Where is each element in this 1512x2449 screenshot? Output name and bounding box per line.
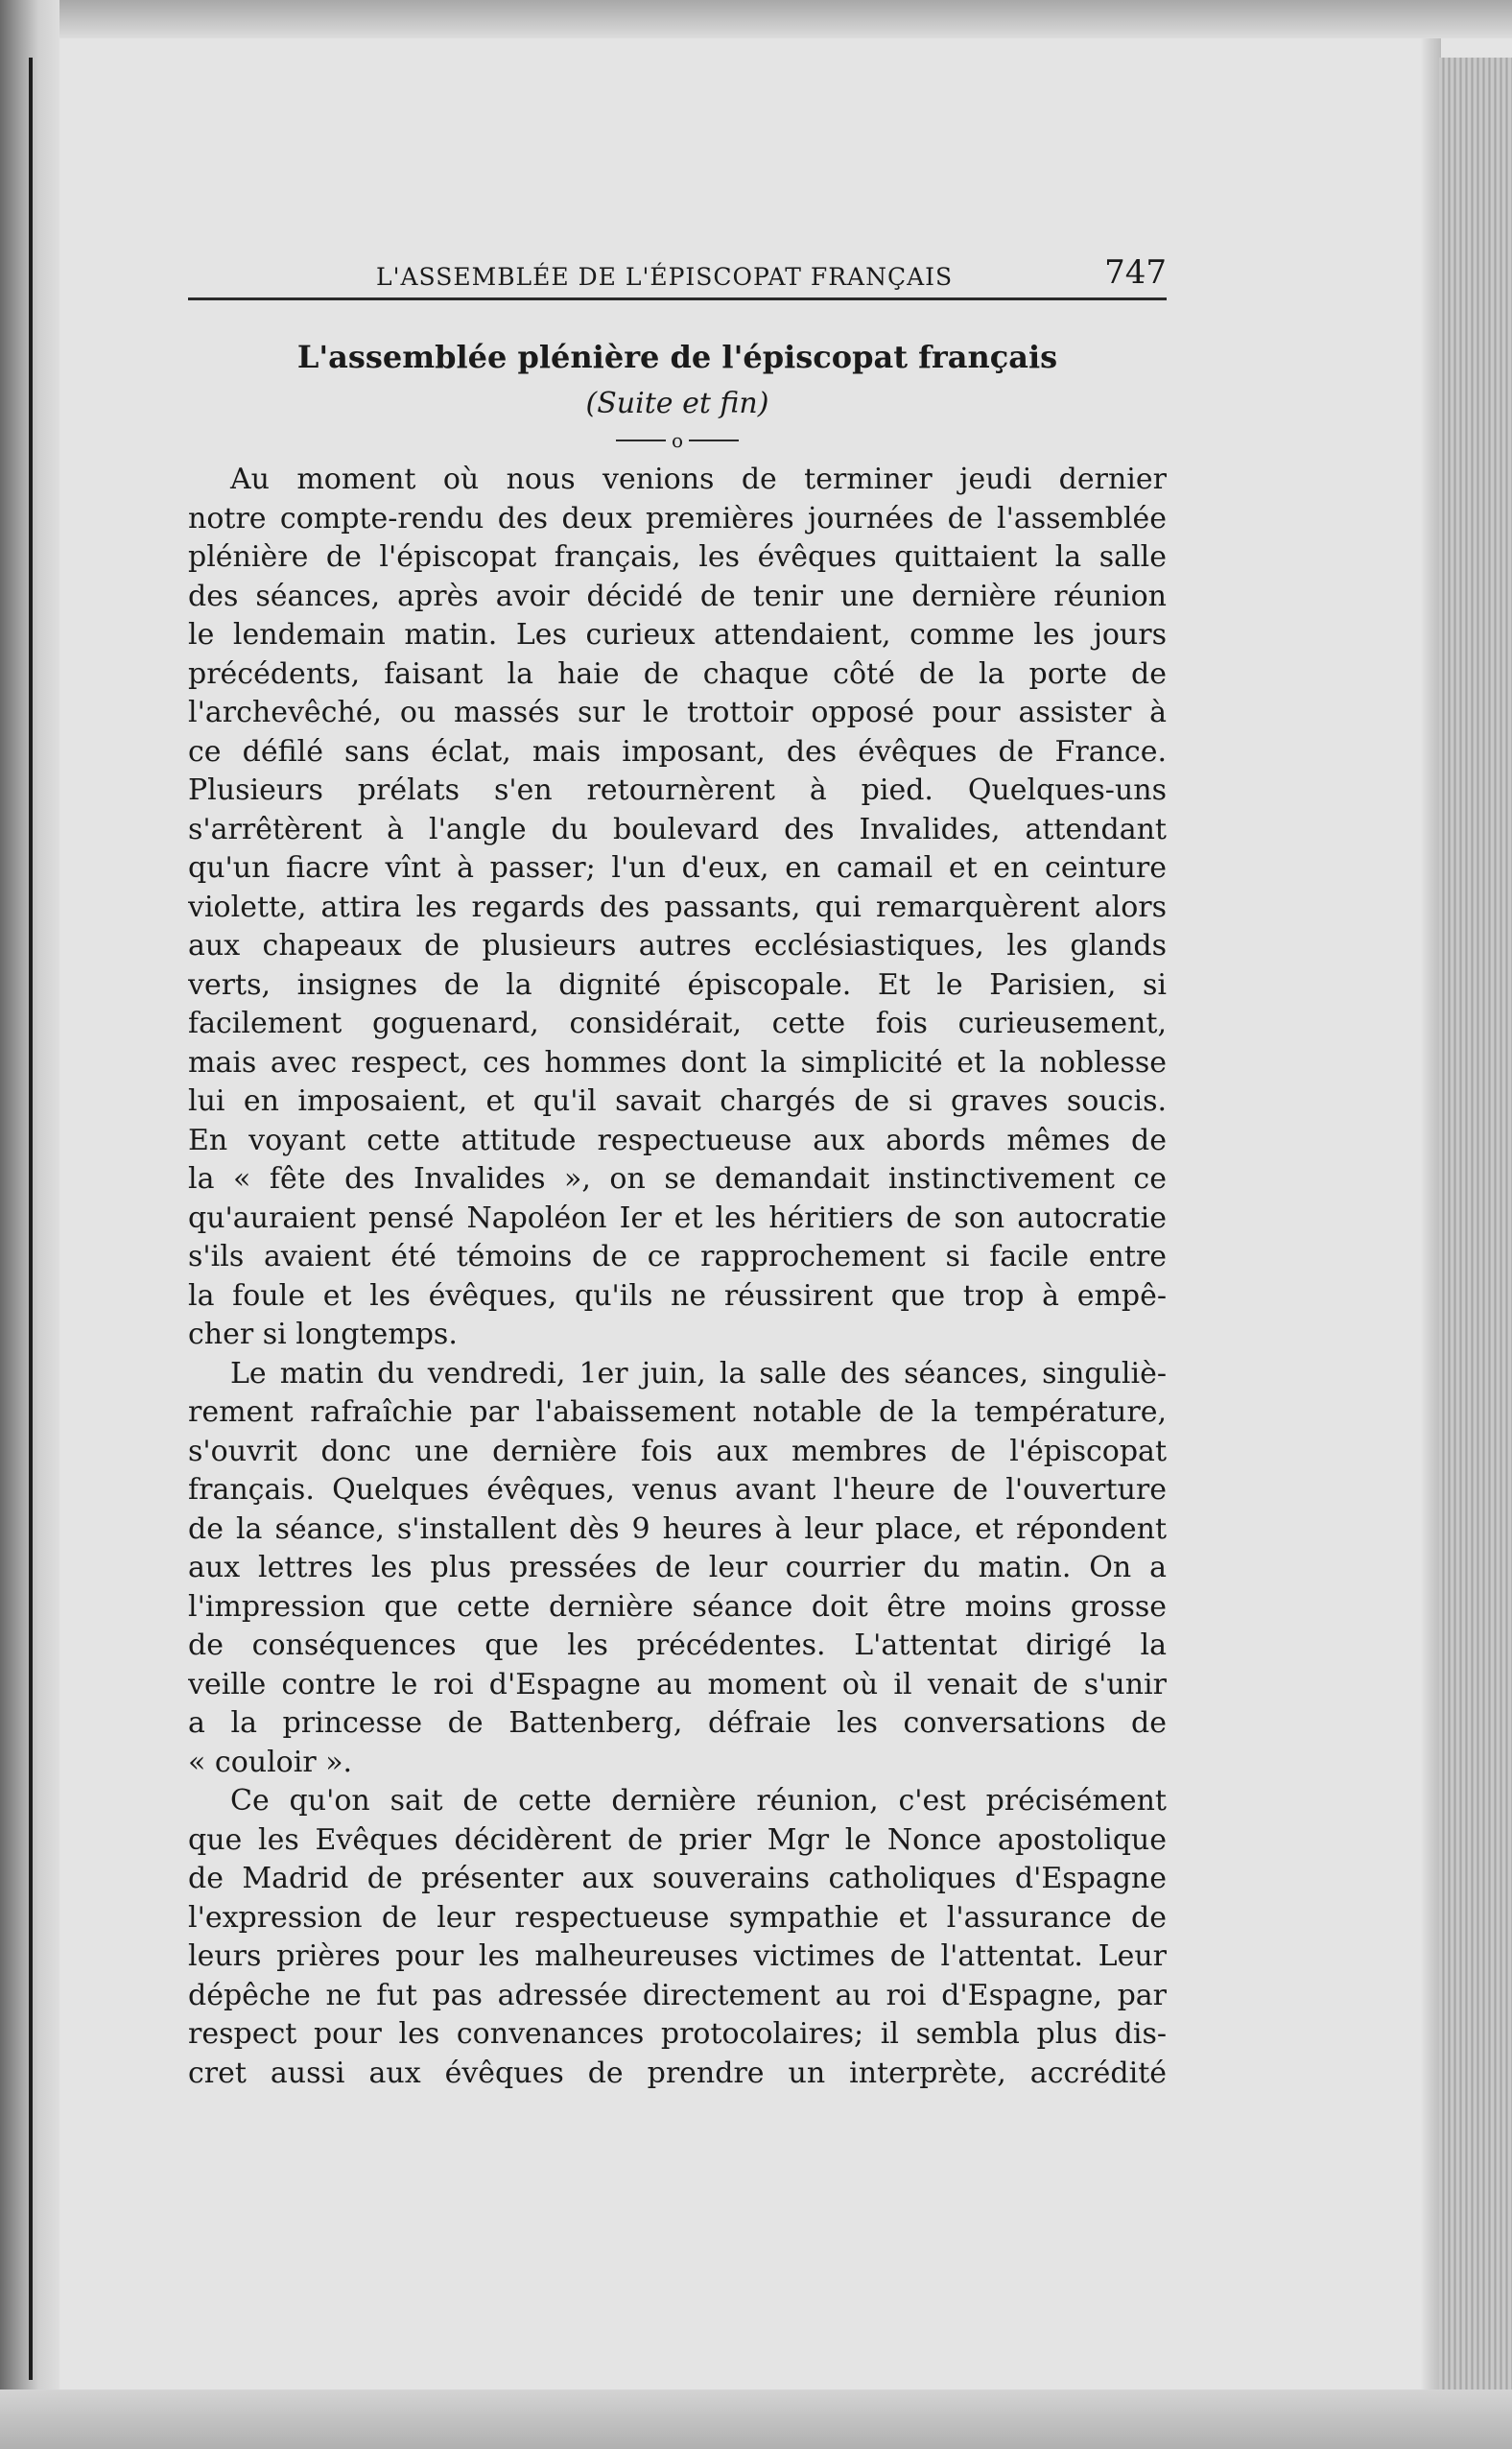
- text-line: des séances, après avoir décidé de tenir une dernière réunion: [188, 579, 1167, 613]
- text-line: rement rafraîchie par l'abaissement notable de la température,: [188, 1395, 1167, 1429]
- text-line: cher si longtemps.: [188, 1318, 458, 1351]
- page-stack-edge: [1439, 58, 1512, 2390]
- separator-mark: o: [671, 428, 684, 452]
- text-line: Le matin du vendredi, 1er juin, la salle des séances, singuliè-: [230, 1356, 1167, 1391]
- article-title: L'assemblée plénière de l'épiscopat français: [296, 339, 1058, 375]
- text-line: lui en imposaient, et qu'il savait chargés de si graves soucis.: [188, 1084, 1167, 1118]
- text-line: de conséquences que les précédentes. L'attentat dirigé la: [188, 1629, 1167, 1662]
- top-page-edge: [0, 0, 1512, 38]
- text-line: s'arrêtèrent à l'angle du boulevard des Invalides, attendant: [188, 812, 1167, 846]
- article-body: [188, 461, 1167, 2093]
- text-line: ce défilé sans éclat, mais imposant, des évêques de France.: [188, 734, 1167, 769]
- running-head-title: L'ASSEMBLÉE DE L'ÉPISCOPAT FRANÇAIS: [376, 263, 954, 291]
- paragraph: [188, 1355, 1167, 1783]
- text-line: respect pour les convenances protocolaires; il sembla plus dis-: [188, 2017, 1167, 2051]
- text-line: Au moment où nous venions de terminer jeudi dernier: [230, 463, 1167, 496]
- book-binding: [0, 0, 59, 2449]
- text-line: le lendemain matin. Les curieux attendaient, comme les jours: [188, 618, 1167, 652]
- bottom-page-edge: [0, 2390, 1512, 2449]
- text-line: « couloir ».: [188, 1745, 353, 1779]
- text-line: dépêche ne fut pas adressée directement au roi d'Espagne, par: [188, 1978, 1167, 2012]
- text-line: que les Evêques décidèrent de prier Mgr le Nonce apostolique: [188, 1822, 1167, 1857]
- text-line: français. Quelques évêques, venus avant l'heure de l'ouverture: [188, 1473, 1167, 1507]
- text-line: s'ils avaient été témoins de ce rapprochement si facile entre: [188, 1240, 1167, 1273]
- text-line: de la séance, s'installent dès 9 heures à leur place, et répondent: [188, 1511, 1167, 1546]
- text-line: En voyant cette attitude respectueuse aux abords mêmes de: [188, 1123, 1167, 1157]
- text-line: la foule et les évêques, qu'ils ne réussirent que trop à empê-: [188, 1278, 1167, 1313]
- text-line: aux chapeaux de plusieurs autres ecclésiastiques, les glands: [188, 929, 1167, 963]
- text-line: a la princesse de Battenberg, défraie les conversations de: [188, 1706, 1167, 1740]
- paragraph: [188, 461, 1167, 1355]
- text-line: l'expression de leur respectueuse sympathie et l'assurance de: [188, 1900, 1167, 1935]
- text-line: de Madrid de présenter aux souverains catholiques d'Espagne: [188, 1862, 1167, 1895]
- text-line: leurs prières pour les malheureuses victimes de l'attentat. Leur: [188, 1939, 1167, 1973]
- text-line: veille contre le roi d'Espagne au moment où il venait de s'unir: [188, 1667, 1167, 1701]
- paragraph: [188, 1782, 1167, 2093]
- text-line: précédents, faisant la haie de chaque côté de la porte de: [188, 656, 1167, 691]
- text-line: plénière de l'épiscopat français, les évêques quittaient la salle: [188, 540, 1167, 574]
- text-line: s'ouvrit donc une dernière fois aux membres de l'épiscopat: [188, 1434, 1167, 1468]
- book-page: [188, 240, 1167, 2093]
- text-line: la « fête des Invalides », on se demandait instinctivement ce: [188, 1162, 1167, 1196]
- text-line: Ce qu'on sait de cette dernière réunion, c'est précisément: [230, 1784, 1167, 1818]
- text-line: mais avec respect, ces hommes dont la simplicité et la noblesse: [188, 1045, 1167, 1080]
- text-line: verts, insignes de la dignité épiscopale. Et le Parisien, si: [188, 967, 1167, 1002]
- text-line: aux lettres les plus pressées de leur courrier du matin. On a: [188, 1551, 1167, 1584]
- separator-rule-left: [616, 440, 666, 441]
- text-line: qu'auraient pensé Napoléon Ier et les héritiers de son autocratie: [188, 1201, 1167, 1235]
- text-line: Plusieurs prélats s'en retournèrent à pied. Quelques-uns: [188, 773, 1167, 807]
- text-line: violette, attira les regards des passants, qui remarquèrent alors: [188, 890, 1167, 924]
- text-line: facilement goguenard, considérait, cette fois curieusement,: [188, 1007, 1167, 1040]
- page-number: 747: [1104, 253, 1167, 292]
- separator-rule-right: [689, 440, 739, 441]
- text-line: l'archevêché, ou massés sur le trottoir opposé pour assister à: [188, 696, 1167, 729]
- text-line: cret aussi aux évêques de prendre un interprète, accrédité: [188, 2056, 1167, 2090]
- running-head: [188, 240, 1167, 300]
- article-subtitle: (Suite et fin): [585, 387, 769, 420]
- text-line: qu'un fiacre vînt à passer; l'un d'eux, en camail et en ceinture: [188, 851, 1167, 885]
- text-line: l'impression que cette dernière séance doit être moins grosse: [188, 1589, 1167, 1624]
- text-line: notre compte-rendu des deux premières journées de l'assemblée: [188, 501, 1167, 535]
- page-shadow: [1420, 38, 1441, 2409]
- section-separator: [188, 424, 1167, 453]
